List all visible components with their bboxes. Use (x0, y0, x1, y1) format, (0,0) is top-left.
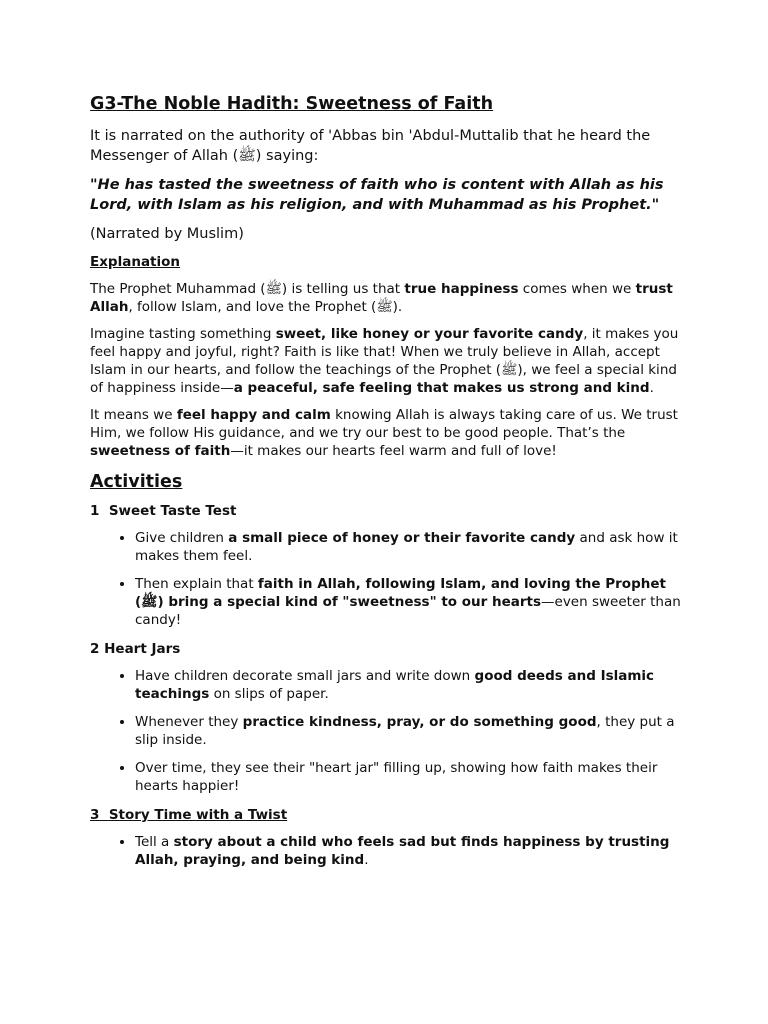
text: , follow Islam, and love the Prophet (ﷺ). (128, 299, 403, 315)
activity-2-heading (90, 639, 690, 659)
narrated-by: (Narrated by Muslim) (90, 226, 244, 242)
activity-title: Sweet Taste Test (108, 503, 237, 519)
document-title: G3-The Noble Hadith: Sweetness of Faith (90, 94, 494, 114)
activity-title: Heart Jars (104, 641, 181, 657)
text: , it makes you feel happy and joyful, right? Faith is like that! When we truly believe in Allah, accept Islam in our hearts, and follow the teachings of the Prophet (ﷺ), we feel a special kind of happiness inside— (90, 326, 679, 396)
hadith-quote: "He has tasted the sweetness of faith who is content with Allah as his Lord, with Islam as his religion, and with Muhammad as his Prophet." (90, 177, 664, 213)
activity-1-list (90, 529, 690, 629)
activity-3-list (90, 833, 690, 869)
text: Then explain that (135, 576, 258, 592)
activity-3-heading (90, 805, 690, 825)
bold-text: true happiness (404, 281, 519, 297)
activity-number: 3 (90, 807, 100, 823)
text: Imagine tasting something (90, 326, 276, 342)
text: knowing Allah is always taking care of us. We trust Him, we follow His guidance, and we try our best to be good people. That’s the (90, 407, 678, 441)
bold-text: sweetness of faith (90, 443, 231, 459)
bold-text: faith in Allah, following Islam, and loving the Prophet (ﷺ) bring a special kind of "sweetness" to our hearts (135, 576, 666, 610)
explanation-heading: Explanation (90, 254, 181, 270)
narration: It is narrated on the authority of 'Abbas bin 'Abdul-Muttalib that he heard the Messenger of Allah (ﷺ) saying: (90, 128, 651, 164)
text: Give children (135, 530, 229, 546)
text: Over time, they see their "heart jar" filling up, showing how faith makes their hearts happier! (135, 760, 658, 794)
list-item (135, 713, 690, 749)
explanation-paragraph-2 (90, 325, 690, 397)
text: on slips of paper. (209, 686, 329, 702)
text: . (649, 380, 654, 396)
bold-text: a small piece of honey or their favorite candy (228, 530, 576, 546)
activity-number: 1 (90, 503, 100, 519)
bold-text: story about a child who feels sad but finds happiness by trusting Allah, praying, and being kind (135, 834, 670, 868)
list-item (135, 529, 690, 565)
text: —even sweeter than candy! (135, 594, 681, 628)
list-item (135, 833, 690, 869)
text: , they put a slip inside. (135, 714, 675, 748)
list-item (135, 759, 690, 795)
list-item (135, 667, 690, 703)
text: comes when we (518, 281, 636, 297)
text: Tell a (135, 834, 174, 850)
explanation-paragraph-3 (90, 406, 690, 460)
bold-text: trust Allah (90, 281, 673, 315)
text: The Prophet Muhammad (ﷺ) is telling us that (90, 281, 405, 297)
bold-text: good deeds and Islamic teachings (135, 668, 655, 702)
text: and ask how it makes them feel. (135, 530, 678, 564)
list-item (135, 575, 690, 629)
text: Whenever they (135, 714, 243, 730)
bold-text: practice kindness, pray, or do something good (242, 714, 597, 730)
text: It means we (90, 407, 177, 423)
activity-title: Story Time with a Twist (108, 807, 288, 823)
activities-heading: Activities (90, 472, 183, 492)
text: —it makes our hearts feel warm and full of love! (230, 443, 557, 459)
activity-2-list (90, 667, 690, 795)
explanation-paragraph-1 (90, 280, 690, 316)
activity-1-heading (90, 501, 690, 521)
bold-text: feel happy and calm (176, 407, 331, 423)
text: . (364, 852, 369, 868)
bold-text: a peaceful, safe feeling that makes us strong and kind (233, 380, 650, 396)
text: Have children decorate small jars and write down (135, 668, 475, 684)
activity-number: 2 (90, 641, 100, 657)
bold-text: sweet, like honey or your favorite candy (275, 326, 584, 342)
document-page (90, 92, 690, 879)
